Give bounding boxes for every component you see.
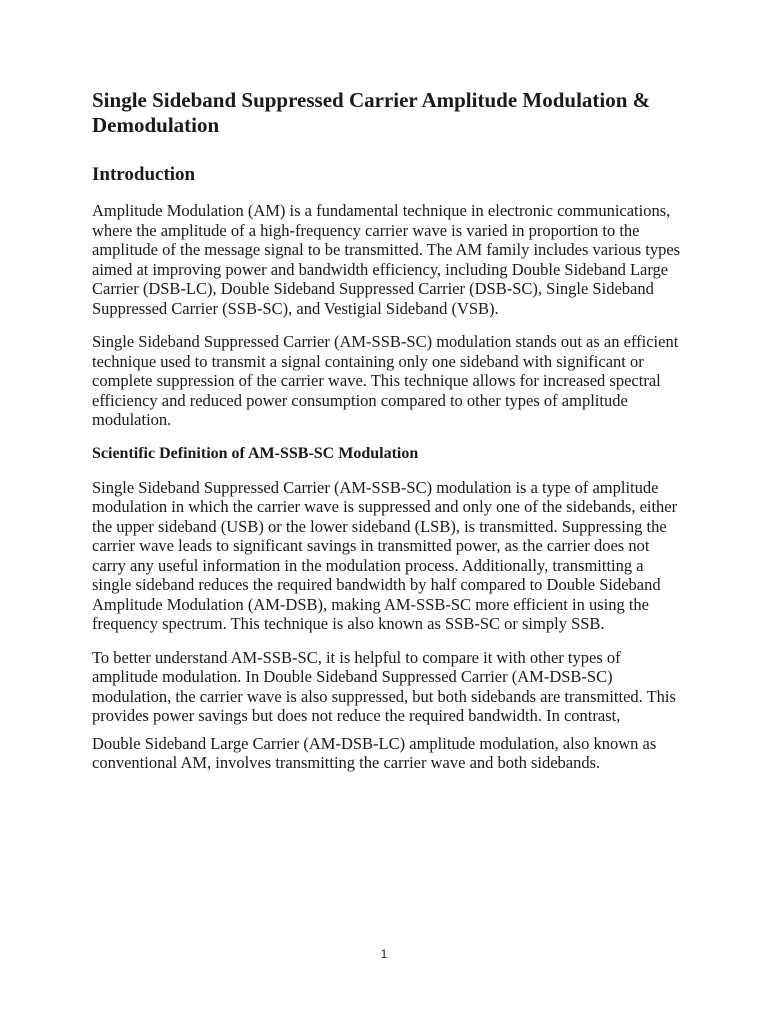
introduction-heading: Introduction	[92, 164, 196, 185]
definition-paragraph-3: Double Sideband Large Carrier (AM-DSB-LC) amplitude modulation, also known as conventional AM, involves transmitting the carrier wave and both sidebands.	[92, 733, 657, 772]
intro-paragraph-2: Single Sideband Suppressed Carrier (AM-SSB-SC) modulation stands out as an efficient technique used to transmit a signal containing only one sideband with significant or complete suppression of the carrier wave. This technique allows for increased spectral efficiency and reduced power consumption compared to other types of amplitude modulation.	[92, 332, 679, 429]
document-title: Single Sideband Suppressed Carrier Amplitude Modulation & Demodulation	[92, 88, 651, 137]
document-page	[92, 88, 682, 787]
definition-paragraph-1: Single Sideband Suppressed Carrier (AM-SSB-SC) modulation is a type of amplitude modulation in which the carrier wave is suppressed and only one of the sidebands, either the upper sideband (USB) or the lower sideband (LSB), is transmitted. Suppressing the carrier wave leads to significant savings in transmitted power, as the carrier does not carry any useful information in the modulation process. Additionally, transmitting a single sideband reduces the required bandwidth by half compared to Double Sideband Amplitude Modulation (AM-DSB), making AM-SSB-SC more efficient in using the frequency spectrum. This technique is also known as SSB-SC or simply SSB.	[92, 477, 678, 633]
definition-paragraph-2: To better understand AM-SSB-SC, it is helpful to compare it with other types of amplitude modulation. In Double Sideband Suppressed Carrier (AM-DSB-SC) modulation, the carrier wave is also suppressed, but both sidebands are transmitted. This provides power savings but does not reduce the required bandwidth. In contrast,	[92, 647, 676, 725]
definition-heading: Scientific Definition of AM-SSB-SC Modulation	[92, 444, 419, 462]
intro-paragraph-1: Amplitude Modulation (AM) is a fundamental technique in electronic communications, where the amplitude of a high-frequency carrier wave is varied in proportion to the amplitude of the message signal to be transmitted. The AM family includes various types aimed at improving power and bandwidth efficiency, including Double Sideband Large Carrier (DSB-LC), Double Sideband Suppressed Carrier (DSB-SC), Single Sideband Suppressed Carrier (SSB-SC), and Vestigial Sideband (VSB).	[92, 201, 681, 318]
page-number: 1	[380, 947, 388, 961]
